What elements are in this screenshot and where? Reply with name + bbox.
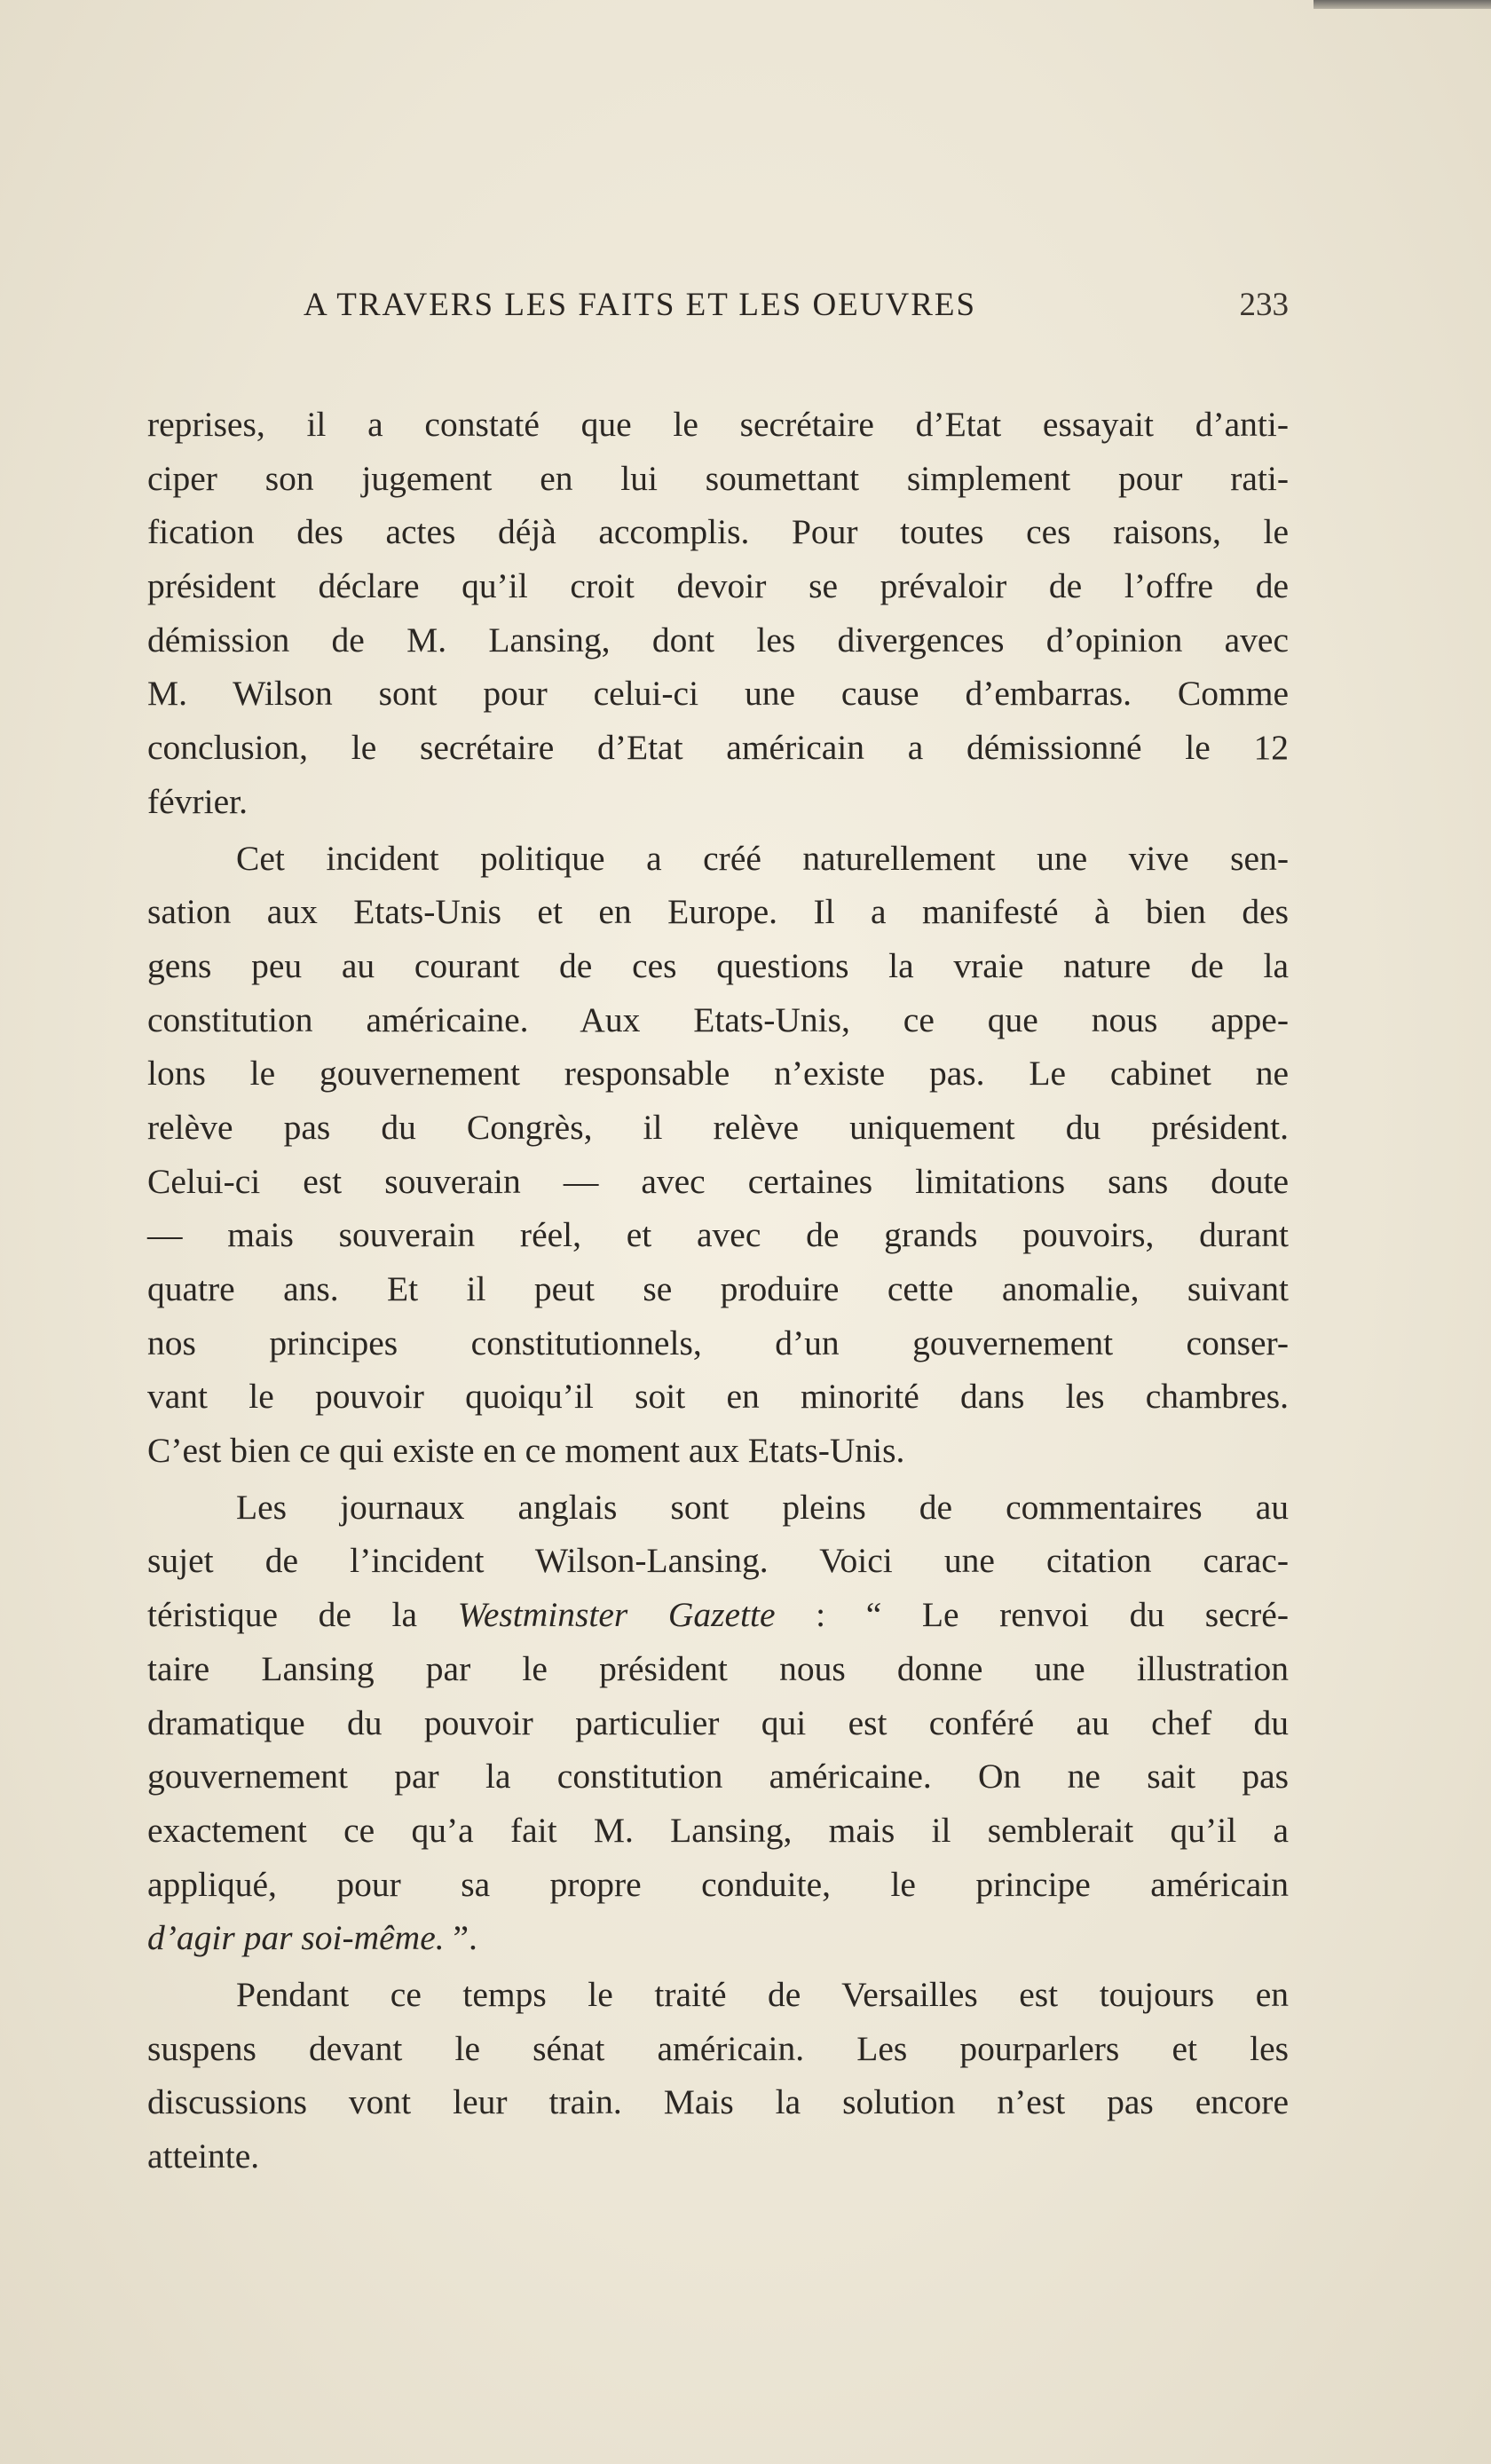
text-line: nos principes constitutionnels, d’un gouvernement conser- xyxy=(147,1323,1289,1362)
text-line: Pendant ce temps le traité de Versailles est toujours en xyxy=(236,1974,1289,2014)
text-run: : “ Le renvoi du secré- xyxy=(775,1595,1289,1635)
text-line: vant le pouvoir quoiqu’il soit en minorité dans les chambres. xyxy=(147,1377,1289,1417)
text-line: M. Wilson sont pour celui-ci une cause d’embarras. Comme xyxy=(147,674,1289,714)
text-line: ciper son jugement en lui soumettant simplement pour rati- xyxy=(147,458,1289,498)
text-run: téristique de la xyxy=(147,1595,458,1635)
text-line: gouvernement par la constitution américaine. On ne sait pas xyxy=(147,1757,1289,1797)
text-line: appliqué, pour sa propre conduite, le principe américain xyxy=(147,1864,1289,1904)
text-line: atteinte. xyxy=(147,2136,260,2176)
text-line: relève pas du Congrès, il relève uniquement du président. xyxy=(147,1107,1289,1147)
text-line: taire Lansing par le président nous donne une illustration xyxy=(147,1648,1289,1688)
text-line: C’est bien ce qui existe en ce moment aux Etats-Unis. xyxy=(147,1431,905,1471)
text-line: président déclare qu’il croit devoir se prévaloir de l’offre de xyxy=(147,566,1289,606)
text-line: constitution américaine. Aux Etats-Unis, ce que nous appe- xyxy=(147,999,1289,1039)
emphasis-text: d’agir par soi-même. xyxy=(147,1918,445,1958)
page-header xyxy=(304,286,1289,339)
text-line: Celui-ci est souverain — avec certaines limitations sans doute xyxy=(147,1161,1289,1201)
page-number: 233 xyxy=(1239,287,1289,323)
text-line: discussions vont leur train. Mais la solution n’est pas encore xyxy=(147,2082,1289,2122)
text-line-with-title xyxy=(147,1588,1289,1642)
page-edge xyxy=(1314,0,1491,9)
paragraph-2 xyxy=(147,832,1289,1478)
paragraph-4 xyxy=(147,1968,1289,2184)
text-run: ”. xyxy=(444,1918,477,1958)
text-line: conclusion, le secrétaire d’Etat américain a démissionné le 12 xyxy=(147,728,1289,768)
paragraph-3 xyxy=(147,1481,1289,1965)
newspaper-title: Westminster Gazette xyxy=(457,1595,776,1635)
text-line: Cet incident politique a créé naturellement une vive sen- xyxy=(236,838,1289,878)
text-line: dramatique du pouvoir particulier qui est conféré au chef du xyxy=(147,1702,1289,1742)
text-line-with-emphasis xyxy=(147,1911,1289,1965)
text-line: exactement ce qu’a fait M. Lansing, mais il semblerait qu’il a xyxy=(147,1810,1289,1850)
running-title: A TRAVERS LES FAITS ET LES OEUVRES xyxy=(304,287,977,323)
text-line: — mais souverain réel, et avec de grands pouvoirs, durant xyxy=(147,1215,1289,1255)
text-line: sujet de l’incident Wilson-Lansing. Voici une citation carac- xyxy=(147,1541,1289,1581)
text-line: fication des actes déjà accomplis. Pour toutes ces raisons, le xyxy=(147,512,1289,552)
text-line: gens peu au courant de ces questions la vraie nature de la xyxy=(147,945,1289,985)
text-line: quatre ans. Et il peut se produire cette anomalie, suivant xyxy=(147,1269,1289,1308)
text-line: suspens devant le sénat américain. Les pourparlers et les xyxy=(147,2028,1289,2068)
text-line: lons le gouvernement responsable n’existe pas. Le cabinet ne xyxy=(147,1054,1289,1094)
text-line: sation aux Etats-Unis et en Europe. Il a manifesté à bien des xyxy=(147,892,1289,932)
text-line: février. xyxy=(147,781,248,821)
paragraph-1 xyxy=(147,398,1289,829)
text-line: reprises, il a constaté que le secrétaire d’Etat essayait d’anti- xyxy=(147,405,1289,444)
text-line: Les journaux anglais sont pleins de commentaires au xyxy=(236,1487,1289,1527)
body-text xyxy=(147,398,1289,2184)
text-line: démission de M. Lansing, dont les divergences d’opinion avec xyxy=(147,620,1289,659)
